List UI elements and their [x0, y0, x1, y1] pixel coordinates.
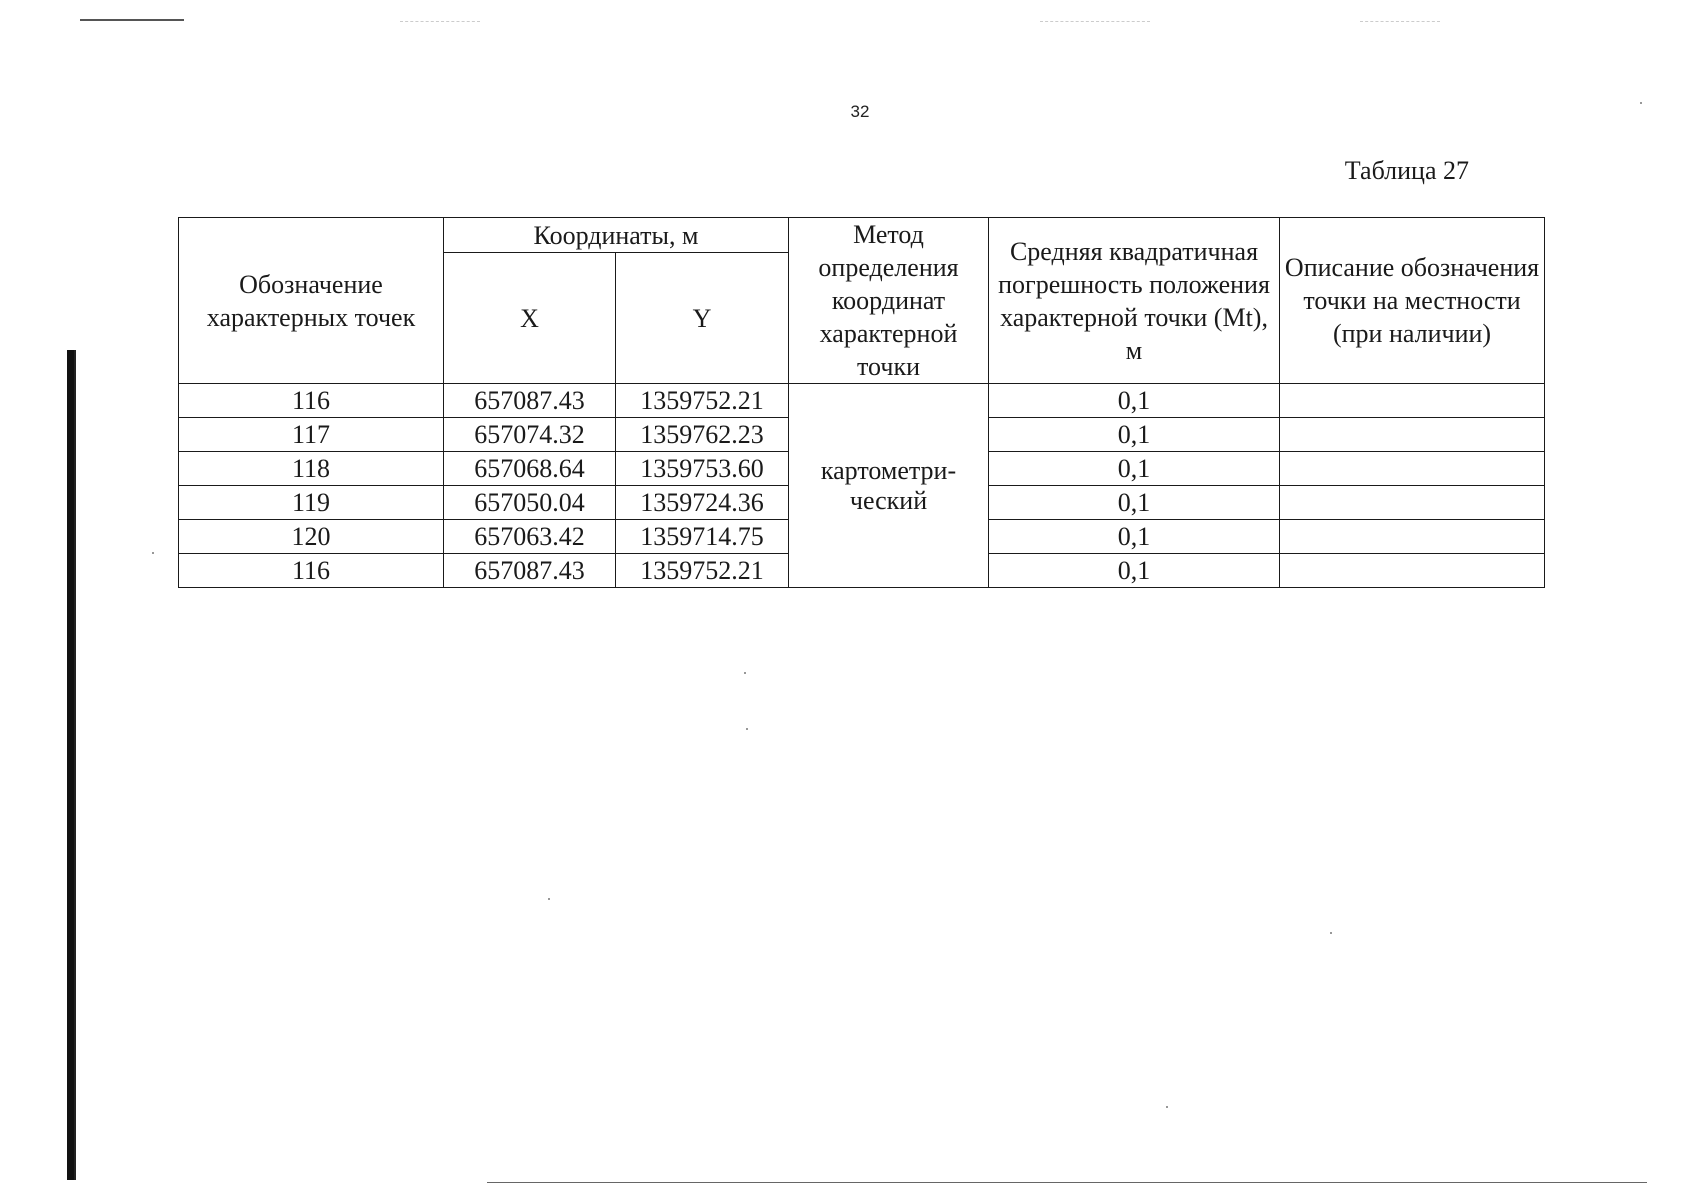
cell-mt: 0,1: [989, 520, 1280, 554]
scan-bottom-rule: [487, 1182, 1647, 1183]
header-y: Y: [616, 253, 789, 384]
scan-artifact: [400, 21, 480, 22]
cell-x: 657074.32: [444, 418, 616, 452]
scan-artifact: [1040, 21, 1150, 22]
cell-description: [1280, 418, 1545, 452]
scan-speck: [1166, 1106, 1168, 1108]
cell-x: 657050.04: [444, 486, 616, 520]
coordinates-table: [178, 217, 1545, 588]
cell-mt: 0,1: [989, 554, 1280, 588]
scan-speck: [1330, 932, 1332, 934]
cell-mt: 0,1: [989, 452, 1280, 486]
cell-y: 1359753.60: [616, 452, 789, 486]
cell-y: 1359762.23: [616, 418, 789, 452]
cell-description: [1280, 384, 1545, 418]
header-x: X: [444, 253, 616, 384]
cell-point: 118: [179, 452, 444, 486]
cell-y: 1359752.21: [616, 384, 789, 418]
scan-speck: [548, 898, 550, 900]
cell-x: 657068.64: [444, 452, 616, 486]
cell-description: [1280, 452, 1545, 486]
cell-mt: 0,1: [989, 418, 1280, 452]
table-row: [179, 384, 1545, 418]
header-error: Средняя квадратичная погрешность положения характерной точки (Mt), м: [989, 218, 1280, 384]
cell-point: 120: [179, 520, 444, 554]
scan-top-rule: [80, 19, 184, 21]
cell-y: 1359724.36: [616, 486, 789, 520]
cell-method: картометри-ческий: [789, 384, 989, 588]
header-designation: Обозначение характерных точек: [179, 218, 444, 384]
cell-point: 116: [179, 554, 444, 588]
cell-point: 117: [179, 418, 444, 452]
cell-mt: 0,1: [989, 384, 1280, 418]
header-description: Описание обозначения точки на местности (при наличии): [1280, 218, 1545, 384]
scan-speck: [152, 552, 154, 554]
cell-description: [1280, 520, 1545, 554]
header-method: Метод определения координат характерной точки: [789, 218, 989, 384]
cell-x: 657087.43: [444, 384, 616, 418]
table-caption: Таблица 27: [1344, 156, 1469, 185]
cell-y: 1359752.21: [616, 554, 789, 588]
cell-description: [1280, 486, 1545, 520]
cell-x: 657063.42: [444, 520, 616, 554]
scan-speck: [746, 728, 748, 730]
scan-binding-edge: [74, 350, 76, 1180]
cell-y: 1359714.75: [616, 520, 789, 554]
cell-point: 119: [179, 486, 444, 520]
header-coordinates: Координаты, м: [444, 218, 789, 253]
cell-x: 657087.43: [444, 554, 616, 588]
scan-speck: [1640, 102, 1642, 104]
cell-mt: 0,1: [989, 486, 1280, 520]
cell-description: [1280, 554, 1545, 588]
page-number: 32: [850, 102, 870, 121]
cell-point: 116: [179, 384, 444, 418]
scan-speck: [744, 672, 746, 674]
scan-artifact: [1360, 21, 1440, 22]
